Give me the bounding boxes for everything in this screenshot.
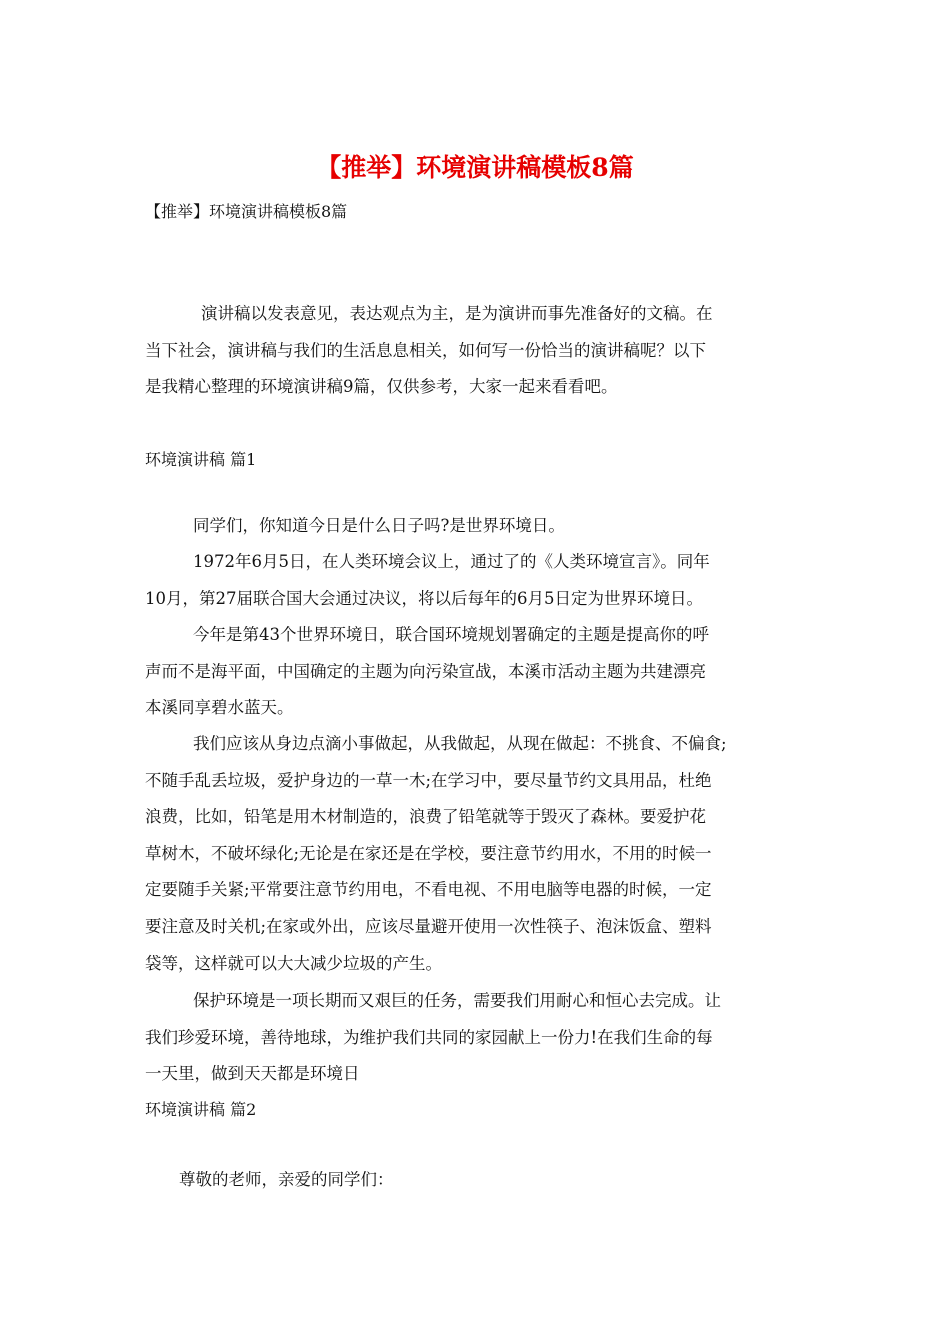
section-heading-1: 环境演讲稿 篇1: [145, 450, 257, 469]
paragraph-line: 声而不是海平面，中国确定的主题为向污染宣战，本溪市活动主题为共建漂亮: [145, 661, 706, 681]
paragraph-line: 保护环境是一项长期而又艰巨的任务，需要我们用耐心和恒心去完成。让: [193, 991, 721, 1010]
paragraph-line: 草树木，不破坏绿化;无论是在家还是在学校，要注意节约用水，不用的时候一: [145, 843, 712, 863]
paragraph-line: 同学们，你知道今日是什么日子吗?是世界环境日。: [193, 516, 565, 535]
section1-paragraph-2: [145, 544, 710, 617]
section2-greeting: [145, 1162, 394, 1199]
paragraph-line: 浪费，比如，铅笔是用木材制造的，浪费了铅笔就等于毁灭了森林。要爱护花: [145, 807, 706, 827]
section1-paragraph-4: [145, 726, 727, 982]
document-subtitle: 【推举】环境演讲稿模板8篇: [145, 202, 348, 221]
intro-line: 当下社会，演讲稿与我们的生活息息相关，如何写一份恰当的演讲稿呢？以下: [145, 340, 706, 360]
paragraph-line: 要注意及时关机;在家或外出，应该尽量避开使用一次性筷子、泡沫饭盒、塑料: [145, 916, 712, 936]
section1-paragraph-3: [145, 617, 709, 727]
paragraph-line: 10月，第27届联合国大会通过决议，将以后每年的6月5日定为世界环境日。: [145, 588, 703, 608]
section1-paragraph-5: [145, 983, 721, 1093]
section-heading-2: 环境演讲稿 篇2: [145, 1100, 257, 1119]
paragraph-line: 今年是第43个世界环境日，联合国环境规划署确定的主题是提高你的呼: [193, 625, 709, 644]
paragraph-line: 尊敬的老师，亲爱的同学们：: [179, 1170, 394, 1189]
paragraph-line: 本溪同享碧水蓝天。: [145, 698, 294, 718]
intro-line: 是我精心整理的环境演讲稿9篇，仅供参考，大家一起来看看吧。: [145, 377, 618, 397]
paragraph-line: 1972年6月5日，在人类环境会议上，通过了的《人类环境宣言》。同年: [193, 552, 710, 571]
paragraph-line: 我们珍爱环境，善待地球，为维护我们共同的家园献上一份力!在我们生命的每: [145, 1027, 713, 1047]
paragraph-line: 不随手乱丢垃圾，爱护身边的一草一木;在学习中，要尽量节约文具用品，杜绝: [145, 770, 712, 790]
section1-paragraph-1: [145, 508, 565, 545]
intro-paragraph: [145, 296, 713, 406]
document-title: 【推举】环境演讲稿模板8篇: [316, 153, 634, 182]
intro-line: 演讲稿以发表意见，表达观点为主，是为演讲而事先准备好的文稿。在: [201, 304, 713, 323]
paragraph-line: 一天里，做到天天都是环境日: [145, 1064, 360, 1084]
paragraph-line: 定要随手关紧;平常要注意节约用电，不看电视、不用电脑等电器的时候，一定: [145, 880, 712, 900]
paragraph-line: 我们应该从身边点滴小事做起，从我做起，从现在做起：不挑食、不偏食;: [193, 734, 727, 753]
paragraph-line: 袋等，这样就可以大大减少垃圾的产生。: [145, 953, 442, 973]
